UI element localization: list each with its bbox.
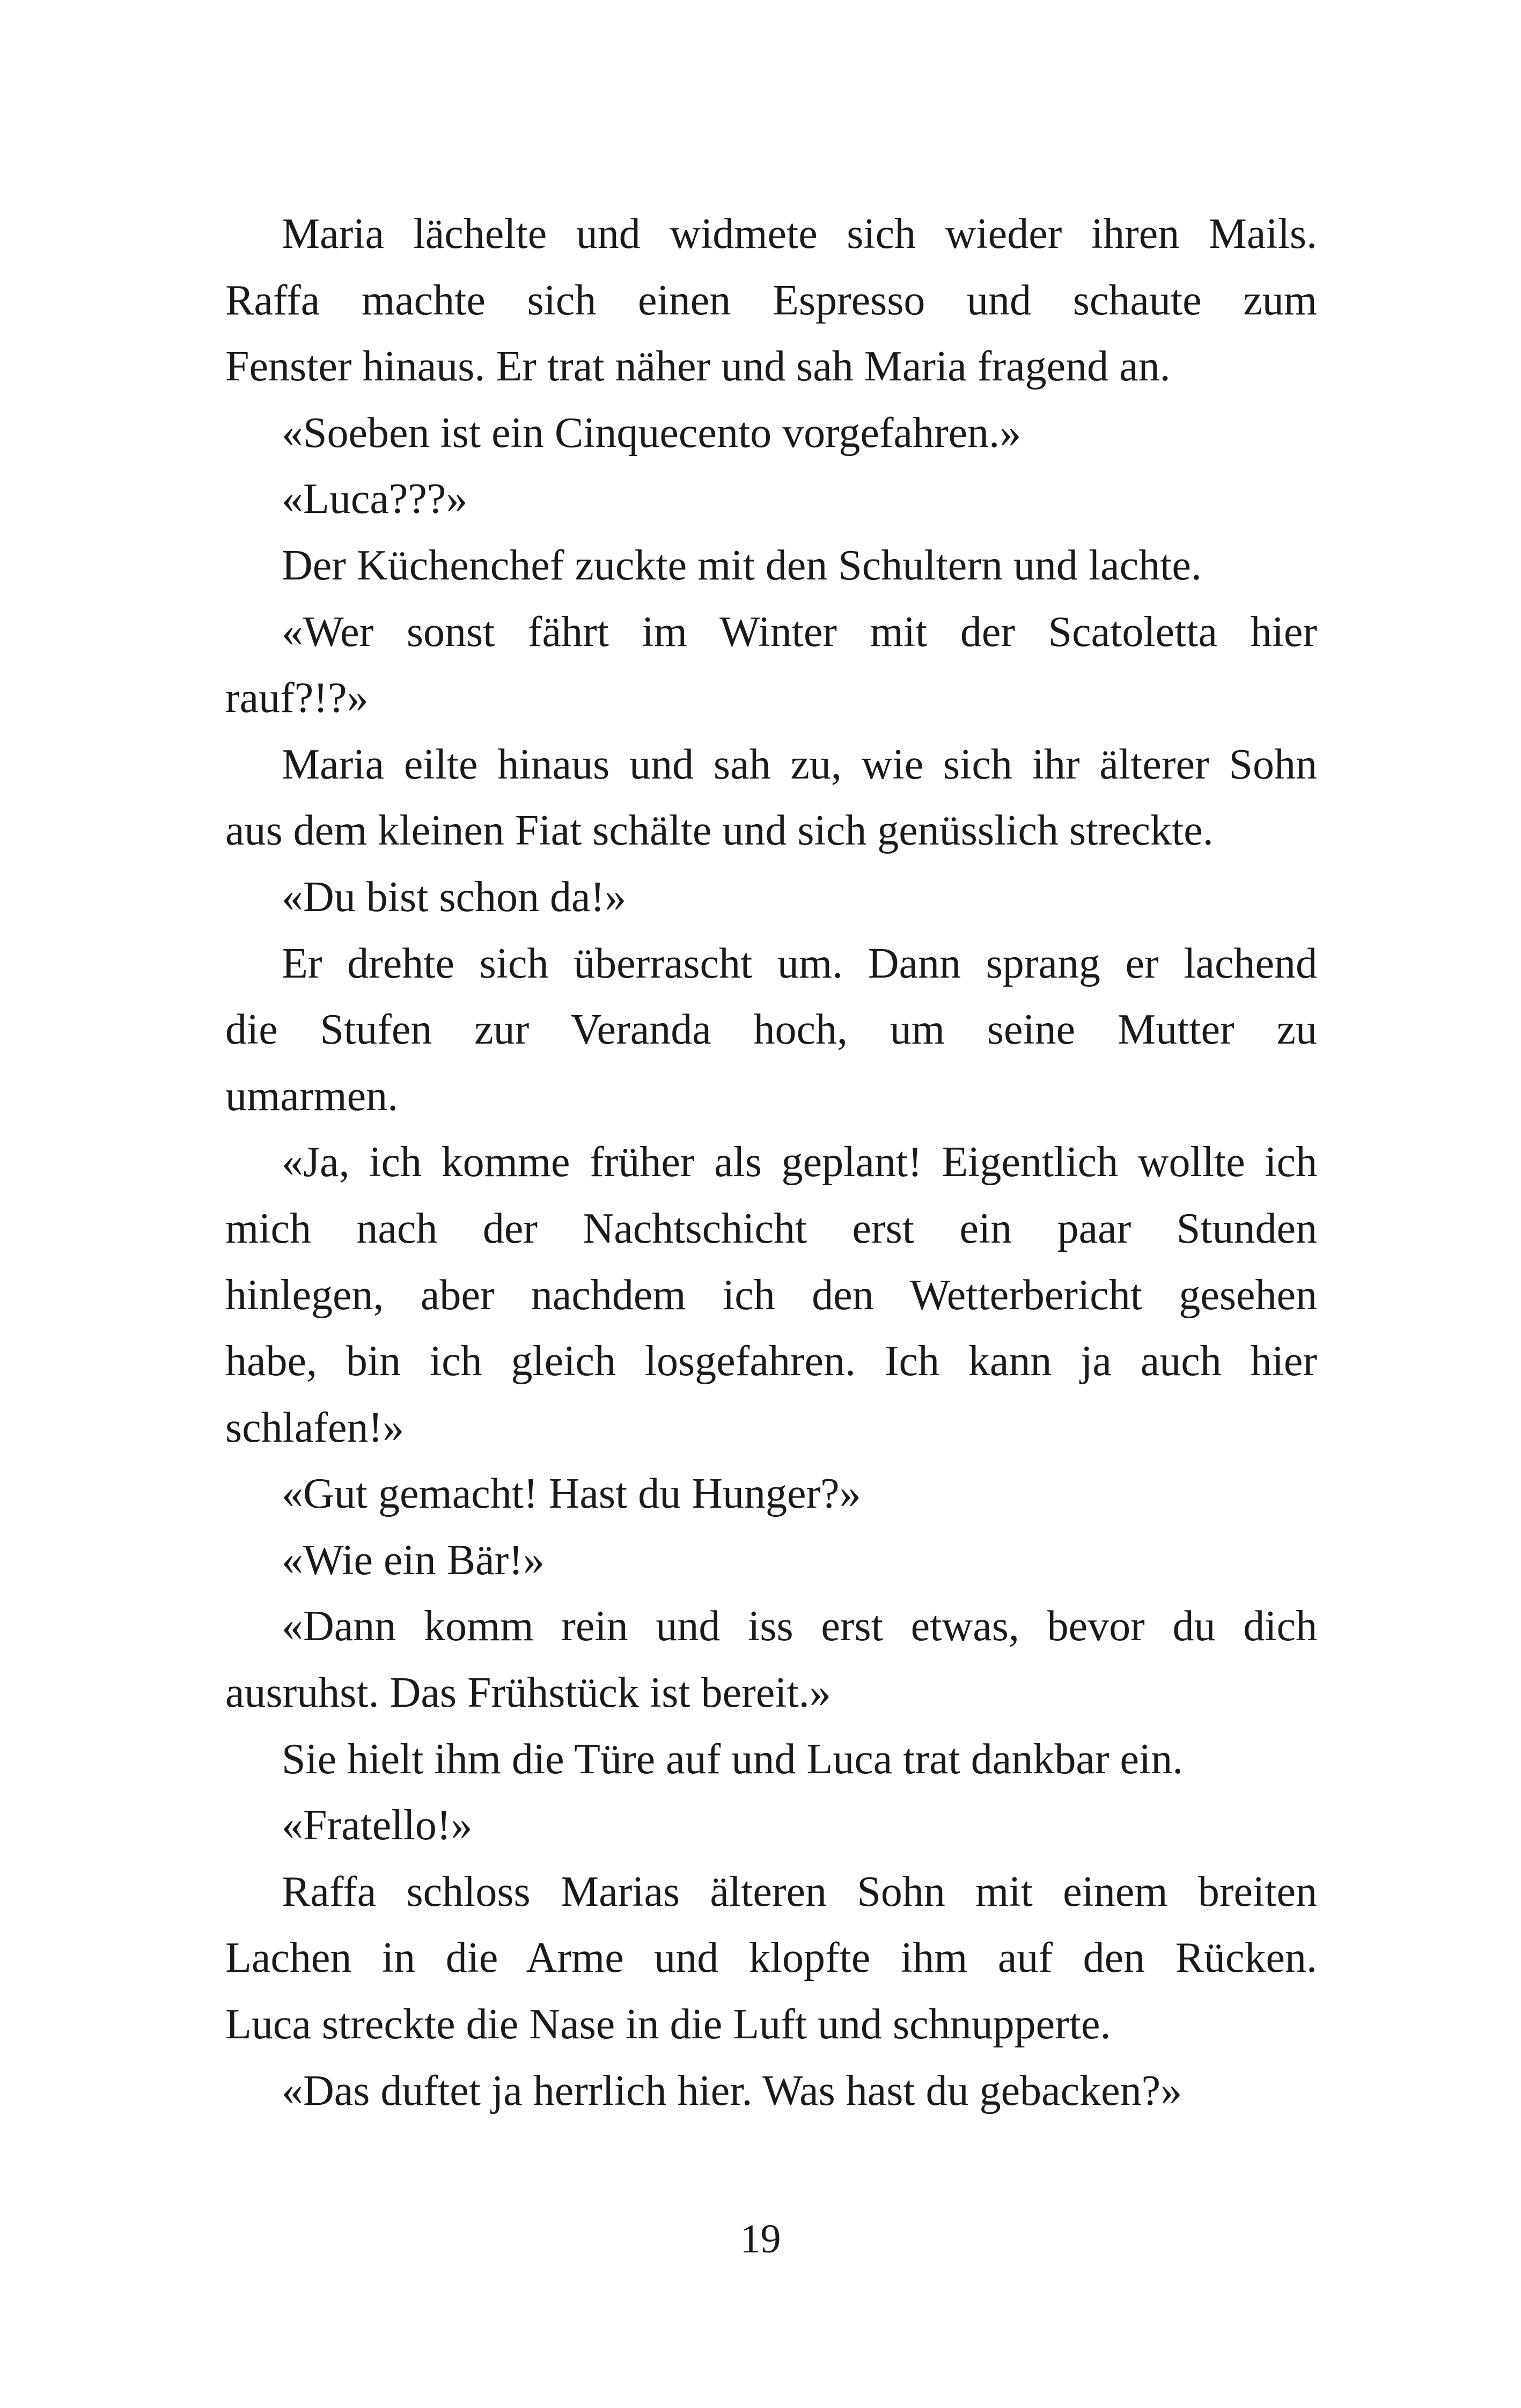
text-line: «Ja, ich komme früher als geplant! Eigentlich wollte ich xyxy=(282,1139,1317,1186)
paragraph xyxy=(225,732,1317,864)
text-line: hinlegen, aber nachdem ich den Wetterbericht gesehen xyxy=(225,1271,1317,1319)
paragraph xyxy=(225,1727,1317,1793)
paragraph xyxy=(225,1528,1317,1594)
text-line: Raffa machte sich einen Espresso und schaute zum xyxy=(225,276,1317,324)
text-line: «Fratello!» xyxy=(282,1802,473,1849)
text-line: ausruhst. Das Frühstück ist bereit.» xyxy=(225,1669,831,1717)
body-text xyxy=(225,201,1317,2124)
paragraph xyxy=(225,466,1317,533)
paragraph xyxy=(225,1859,1317,2058)
page-number: 19 xyxy=(740,2216,781,2262)
text-line: die Stufen zur Veranda hoch, um seine Mutter zu xyxy=(225,1006,1317,1054)
paragraph xyxy=(225,201,1317,400)
text-line: habe, bin ich gleich losgefahren. Ich kann ja auch hier xyxy=(225,1338,1317,1385)
text-line: «Luca???» xyxy=(282,475,468,523)
text-line: Maria lächelte und widmete sich wieder ihren Mails. xyxy=(282,210,1317,258)
text-line: «Gut gemacht! Hast du Hunger?» xyxy=(282,1470,861,1518)
paragraph xyxy=(225,1461,1317,1528)
paragraph xyxy=(225,533,1317,599)
text-line: aus dem kleinen Fiat schälte und sich genüsslich streckte. xyxy=(225,807,1214,855)
text-line: Lachen in die Arme und klopfte ihm auf den Rücken. xyxy=(225,1934,1317,1982)
text-line: Der Küchenchef zuckte mit den Schultern und lachte. xyxy=(282,541,1202,589)
text-line: rauf?!?» xyxy=(225,674,369,722)
paragraph xyxy=(225,1793,1317,1859)
text-line: Luca streckte die Nase in die Luft und schnupperte. xyxy=(225,2001,1111,2049)
text-line: Fenster hinaus. Er trat näher und sah Maria fragend an. xyxy=(225,343,1171,391)
paragraph xyxy=(225,864,1317,931)
paragraph xyxy=(225,1129,1317,1461)
text-line: schlafen!» xyxy=(225,1404,405,1451)
text-line: Er drehte sich überrascht um. Dann sprang er lachend xyxy=(282,939,1317,987)
paragraph xyxy=(225,931,1317,1130)
paragraph xyxy=(225,599,1317,732)
text-line: «Dann komm rein und iss erst etwas, bevor du dich xyxy=(282,1603,1317,1650)
text-line: «Soeben ist ein Cinquecento vorgefahren.» xyxy=(282,409,1022,457)
text-line: Maria eilte hinaus und sah zu, wie sich ihr älterer Sohn xyxy=(282,740,1317,788)
text-line: Raffa schloss Marias älteren Sohn mit einem breiten xyxy=(282,1868,1317,1915)
paragraph xyxy=(225,2058,1317,2125)
paragraph xyxy=(225,1594,1317,1726)
text-line: «Das duftet ja herrlich hier. Was hast du gebacken?» xyxy=(282,2067,1182,2115)
text-line: «Du bist schon da!» xyxy=(282,873,627,921)
paragraph xyxy=(225,400,1317,467)
text-line: Sie hielt ihm die Türe auf und Luca trat dankbar ein. xyxy=(282,1735,1184,1783)
text-line: «Wer sonst fährt im Winter mit der Scatoletta hier xyxy=(282,608,1317,656)
text-line: mich nach der Nachtschicht erst ein paar Stunden xyxy=(225,1205,1317,1252)
text-line: «Wie ein Bär!» xyxy=(282,1536,545,1584)
text-line: umarmen. xyxy=(225,1072,399,1120)
